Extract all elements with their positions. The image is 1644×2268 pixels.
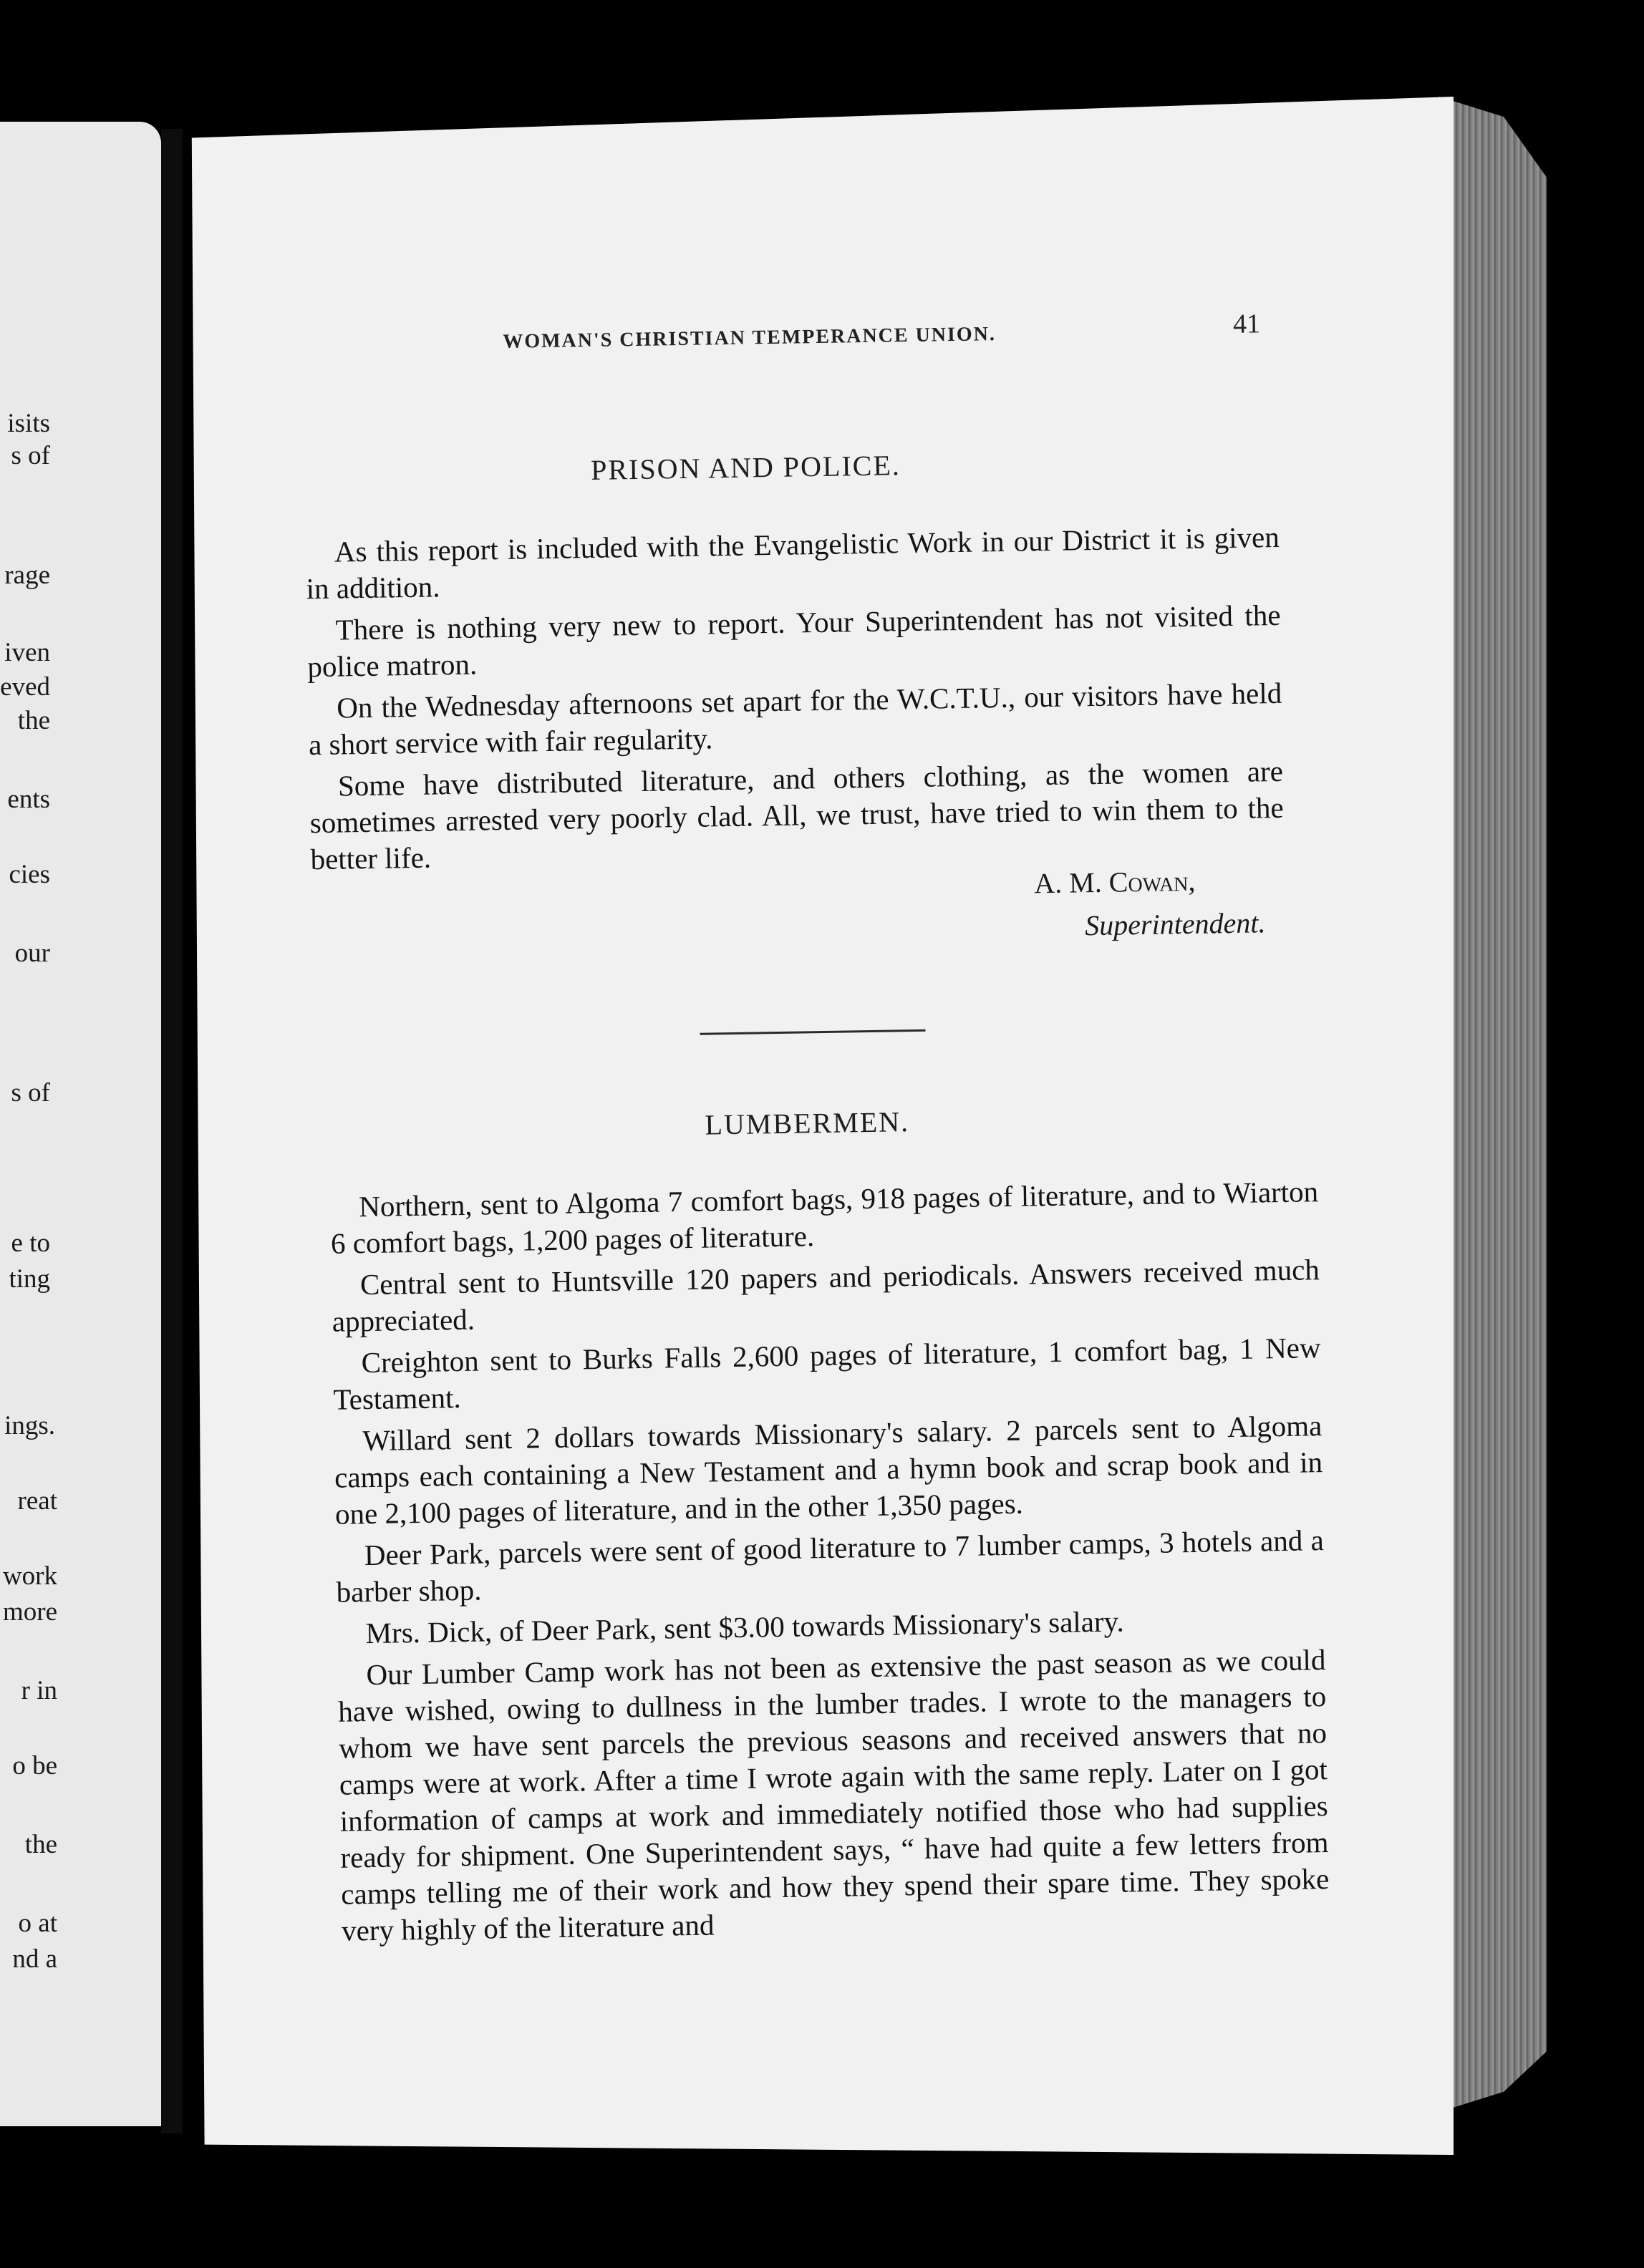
paragraph: There is nothing very new to report. Your Superintendent has not visited the police matron. [307, 598, 1281, 684]
paragraph: Deer Park, parcels were sent of good literature to 7 lumber camps, 3 hotels and a barber shop. [336, 1523, 1325, 1609]
left-page-fragment: the [24, 1830, 57, 1859]
paragraph: Willard sent 2 dollars towards Missionary's salary. 2 parcels sent to Algoma camps each containing a New Testament and a hymn book and scrap book and in one 2,100 pages of literature, and in the other 1,350 pages. [334, 1409, 1323, 1531]
paragraph: Creighton sent to Burks Falls 2,600 pages of literature, 1 comfort bag, 1 New Testament. [333, 1331, 1321, 1416]
left-page-fragment: rage [4, 561, 50, 590]
paragraph: Some have distributed literature, and others clothing, as the women are sometimes arrested very poorly clad. All, we trust, have tried to win them to the better life. [309, 754, 1285, 876]
left-page-fragment: e to [11, 1228, 50, 1258]
left-page-fragment: o at [18, 1909, 57, 1938]
signature-name: A. M. Cowan, [1033, 864, 1196, 900]
left-page-fragment: work [2, 1561, 57, 1591]
left-page-fragment: cies [9, 860, 50, 889]
left-page-fragment: iven [4, 638, 50, 667]
paragraph: Our Lumber Camp work has not been as extensive the past season as we could have wished, owing to dullness in the lumber trades. I wrote to the managers to whom we have sent parcels the previous seasons and received answers that no camps were at work. After a time I wrote again with the same reply. Later on I got information of camps at work and immediately notified those who had supplies ready for shipment. One Superintendent says, “ have had quite a few letters from camps telling me of their work and how they spend their spare time. They spoke very highly of the literature and [337, 1643, 1330, 1947]
left-page-fragment: s of [11, 1078, 50, 1108]
signature-title: Superintendent. [1084, 906, 1266, 942]
left-page-fragment: ings. [4, 1411, 55, 1440]
paragraph: As this report is included with the Evangelistic Work in our District it is given in addition. [306, 520, 1280, 606]
left-page-fragment: o be [12, 1751, 57, 1780]
left-page-fragment: r in [21, 1676, 57, 1705]
left-page-fragment: eved [0, 672, 50, 702]
left-page-fragment: ents [7, 785, 50, 814]
paragraph: Central sent to Huntsville 120 papers and periodicals. Answers received much appreciated. [332, 1253, 1320, 1338]
left-page-fragment: reat [17, 1486, 57, 1516]
left-page-fragment: ting [9, 1264, 50, 1294]
lumbermen-section-body [330, 1173, 1330, 1954]
page-number: 41 [1232, 309, 1261, 339]
left-page-fragment: the [17, 706, 50, 735]
section-title-lumbermen: LUMBERMEN. [705, 1105, 910, 1141]
left-page-fragment: nd a [12, 1944, 57, 1974]
running-head: WOMAN'S CHRISTIAN TEMPERANCE UNION. [503, 323, 997, 353]
left-page-fragment: s of [11, 441, 50, 470]
left-page-fragment: isits [7, 409, 50, 438]
paragraph: Mrs. Dick, of Deer Park, sent $3.00 towards Missionary's salary. [365, 1604, 1125, 1650]
paragraph: On the Wednesday afternoons set apart for the W.C.T.U., our visitors have held a short service with fair regularity. [308, 676, 1282, 762]
section-divider [700, 1029, 926, 1035]
left-page-fragment: more [2, 1597, 57, 1627]
prison-section-body [306, 519, 1285, 883]
section-title-prison: PRISON AND POLICE. [590, 449, 901, 486]
left-page-fragment: our [14, 939, 50, 968]
paragraph: Northern, sent to Algoma 7 comfort bags, 918 pages of literature, and to Wiarton 6 comfort bags, 1,200 pages of literature. [330, 1175, 1319, 1260]
